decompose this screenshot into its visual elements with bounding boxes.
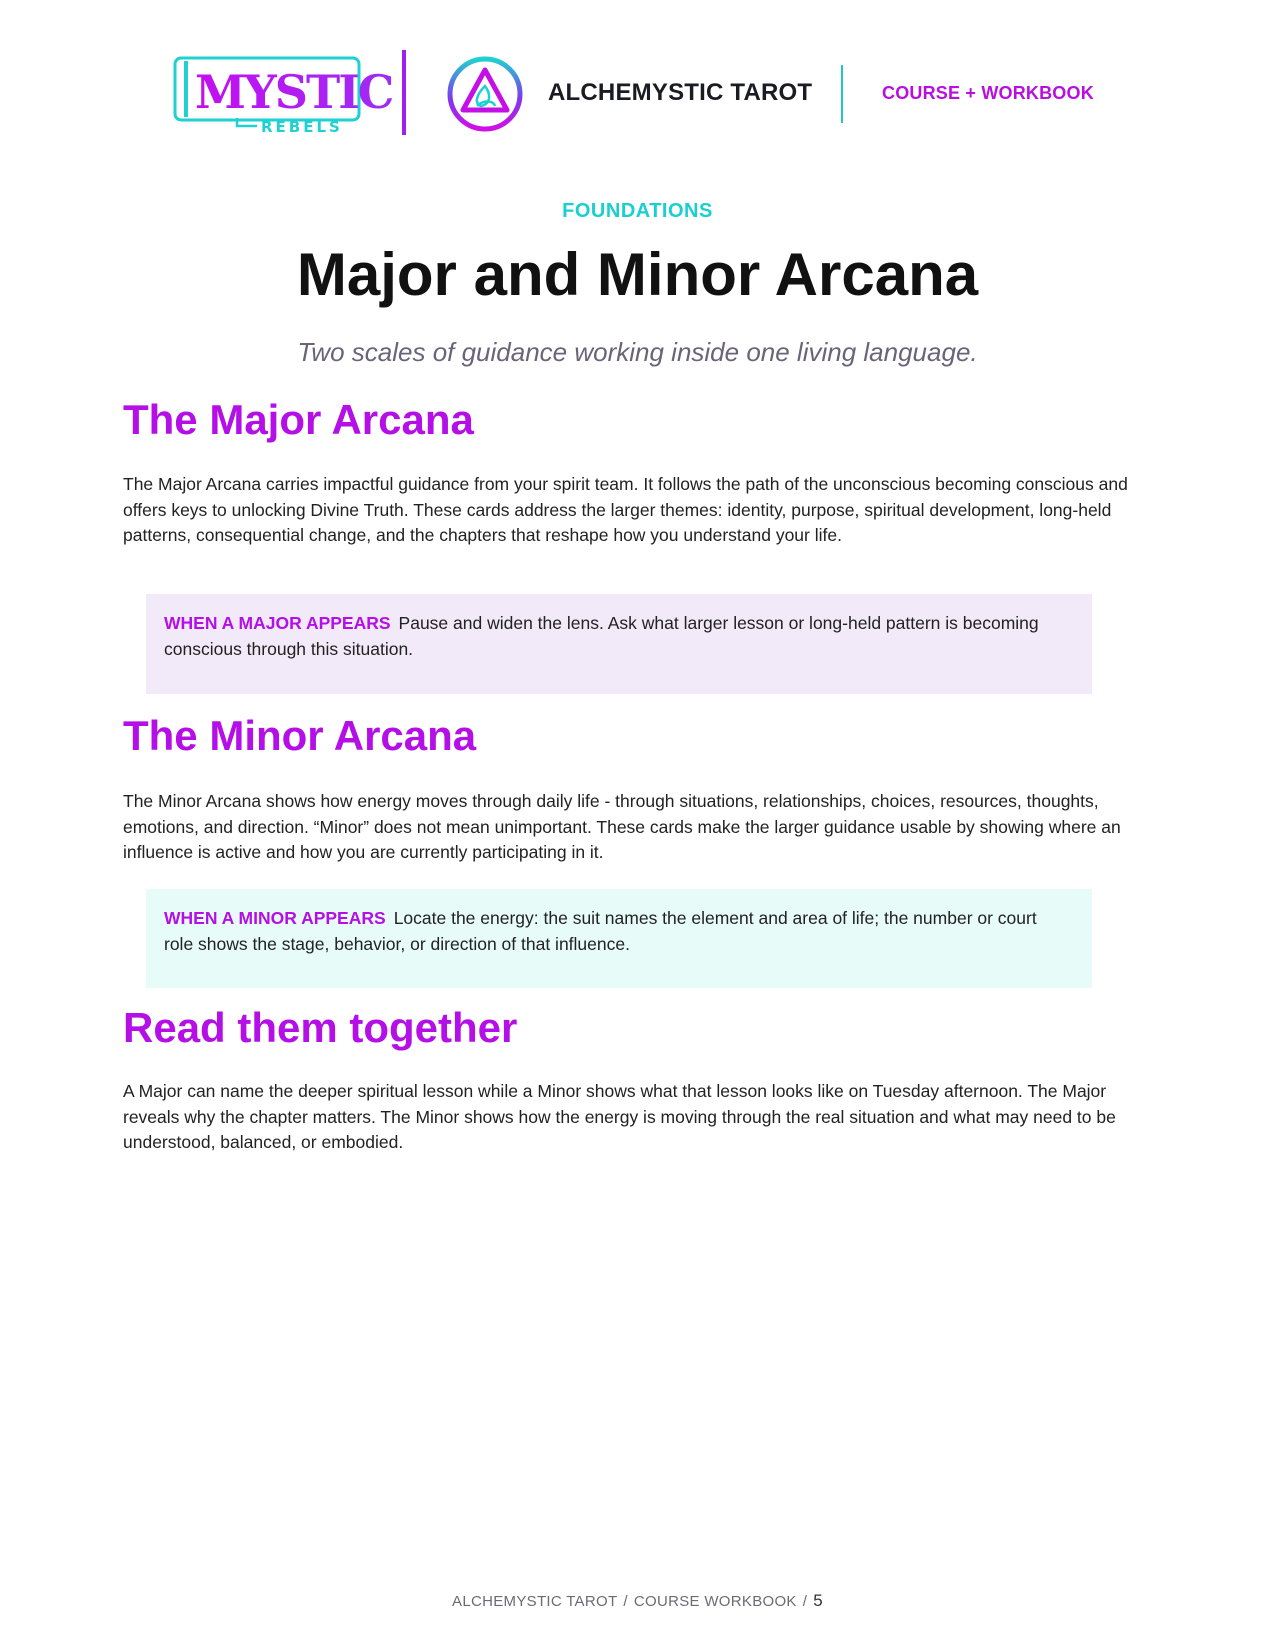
section-heading-together: Read them together <box>123 1004 518 1051</box>
footer-separator: / <box>802 1593 808 1610</box>
mystic-rebels-logo <box>173 56 393 136</box>
footer-separator: / <box>623 1593 628 1610</box>
page-subtitle: Two scales of guidance working inside one living language. <box>297 337 978 367</box>
callout-label-major: WHEN A MAJOR APPEARS <box>164 613 391 633</box>
page-footer <box>0 1591 1275 1611</box>
svg-text:REBELS: REBELS <box>261 118 343 136</box>
section-heading-major: The Major Arcana <box>123 396 474 443</box>
callout-minor <box>146 889 1092 988</box>
triquetra-triangle-emblem <box>445 54 525 134</box>
footer-brand: ALCHEMYSTIC TAROT <box>452 1593 618 1610</box>
course-label: COURSE + WORKBOOK <box>882 83 1094 103</box>
callout-text-minor: Locate the energy: the suit names the element and area of life; the number or court role shows the stage, behavior, or direction of that influence. <box>164 908 1037 954</box>
section-body-minor: The Minor Arcana shows how energy moves through daily life - through situations, relationships, choices, resources, thoughts, emotions, and direction. “Minor” does not mean unimportant. These cards make the larger guidance usable by showing where an influence is active and how you are currently participating in it. <box>123 791 1121 862</box>
section-heading-minor: The Minor Arcana <box>123 712 477 759</box>
section-body-major: The Major Arcana carries impactful guidance from your spirit team. It follows the path of the unconscious becoming conscious and offers keys to unlocking Divine Truth. These cards address the larger themes: identity, purpose, spiritual development, long-held patterns, consequential change, and the chapters that reshape how you understand your life. <box>123 474 1128 545</box>
callout-label-minor: WHEN A MINOR APPEARS <box>164 908 386 928</box>
page-number: 5 <box>813 1591 823 1610</box>
header-divider-secondary <box>841 65 843 123</box>
section-body-together: A Major can name the deeper spiritual lesson while a Minor shows what that lesson looks like on Tuesday afternoon. The Major reveals why the chapter matters. The Minor shows how the energy is moving through the real situation and what may need to be understood, balanced, or embodied. <box>123 1081 1116 1152</box>
page-title: Major and Minor Arcana <box>296 241 979 308</box>
callout-text-major: Pause and widen the lens. Ask what larger lesson or long-held pattern is becoming conscious through this situation. <box>164 613 1039 659</box>
callout-major <box>146 594 1092 694</box>
footer-doc-name: COURSE WORKBOOK <box>633 1593 797 1610</box>
page-header <box>0 48 1275 138</box>
brand-name: ALCHEMYSTIC TAROT <box>548 79 813 106</box>
svg-text:MYSTIC: MYSTIC <box>195 65 393 119</box>
section-eyebrow: FOUNDATIONS <box>562 200 713 222</box>
header-divider <box>402 50 406 135</box>
